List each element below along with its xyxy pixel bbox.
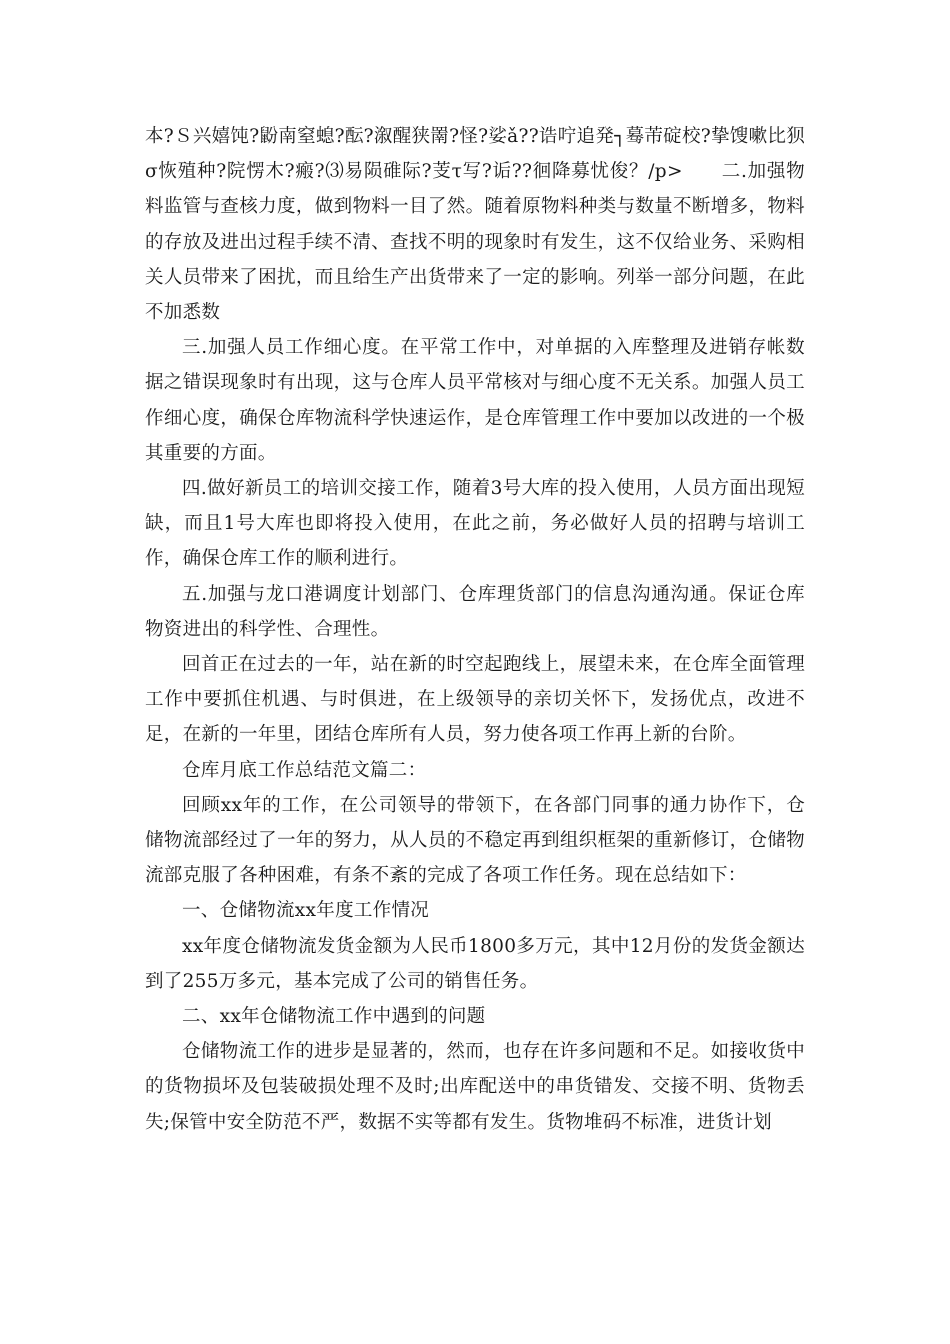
paragraph-item-five: 五.加强与龙口港调度计划部门、仓库理货部门的信息沟通沟通。保证仓库物资进出的科学性、合理性。 [145, 583, 805, 640]
subheading-problems: 二、xx年仓储物流工作中遇到的问题 [182, 1006, 486, 1028]
paragraph-problems: 仓储物流工作的进步是显著的，然而，也存在许多问题和不足。如接收货中的货物损坏及包装破损处理不及时;出库配送中的串货错发、交接不明、货物丢失;保管中安全防范不严，数据不实等都有发生。货物堆码不标准，进货计划 [145, 1041, 805, 1133]
paragraph-review: 回顾xx年的工作，在公司领导的带领下，在各部门同事的通力协作下，仓储物流部经过了一年的努力，从人员的不稳定再到组织框架的重新修订，仓储物流部克服了各种困难，有条不紊的完成了各项工作任务。现在总结如下： [145, 794, 805, 887]
paragraph-shipment-amount: xx年度仓储物流发货金额为人民币1800多万元，其中12月份的发货金额达到了255万多元，基本完成了公司的销售任务。 [145, 935, 805, 992]
subheading-annual-work: 一、仓储物流xx年度工作情况 [182, 900, 430, 922]
paragraph-closing: 回首正在过去的一年，站在新的时空起跑线上，展望未来，在仓库全面管理工作中要抓住机遇、与时俱进，在上级领导的亲切关怀下，发扬优点，改进不足，在新的一年里，团结仓库所有人员，努力使各项工作再上新的台阶。 [145, 654, 805, 746]
document-body [145, 119, 805, 1140]
paragraph-item-four: 四.做好新员工的培训交接工作，随着3号大库的投入使用，人员方面出现短缺，而且1号大库也即将投入使用，在此之前，务必做好人员的招聘与培训工作，确保仓库工作的顺利进行。 [145, 478, 805, 570]
paragraph-item-three: 三.加强人员工作细心度。在平常工作中，对单据的入库整理及进销存帐数据之错误现象时有出现，这与仓库人员平常核对与细心度不无关系。加强人员工作细心度，确保仓库物流科学快速运作，是仓库管理工作中要加以改进的一个极其重要的方面。 [145, 337, 805, 464]
section-heading-part-two: 仓库月底工作总结范文篇二： [182, 759, 427, 781]
paragraph-garbled-and-item-two: 本?Ｓ兴嬉饨?鼢南窒螅?酝?溆醒狭罱?怪?娑ǎ??诰咛追発┐蓦芾碇校?挚馊嗽比狈σ恢殖种?院愣木?瘢?⑶易陨碓际?芰τ写?诟??徊降募忧俊？/p> 二.加强物料监管与查核力度，做到物料一目了然。随着原物料种类与数量不断增多，物料的存放及进出过程手续不清、查找不明的现象时有发生，这不仅给业务、采购相关人员带来了困扰，而且给生产出货带来了一定的影响。列举一部分问题，在此不加悉数 [145, 126, 805, 324]
